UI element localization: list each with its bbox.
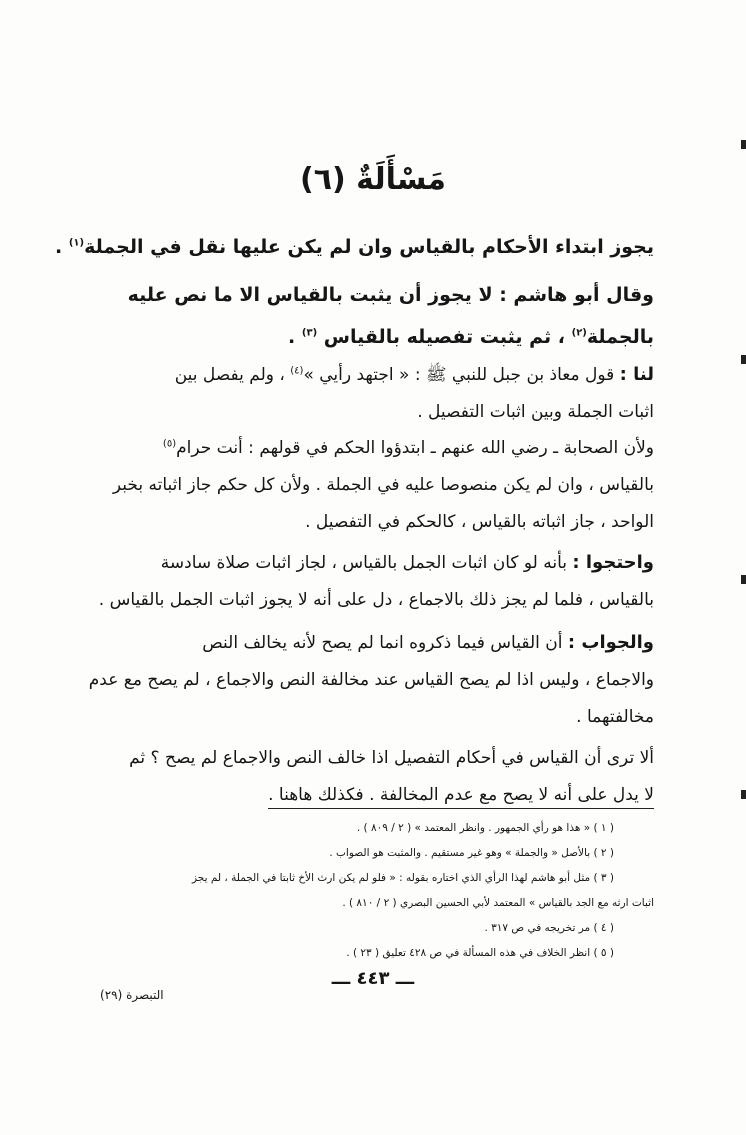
paragraph-1	[55, 226, 654, 268]
scan-edge-mark	[741, 140, 746, 149]
lead-word: واحتجوا :	[572, 552, 654, 573]
text-line: بالقياس ، فلما لم يجز ذلك بالاجماع ، دل على أنه لا يجوز اثبات الجمل بالقياس .	[98, 590, 654, 610]
paragraph-2	[106, 274, 654, 358]
footnote: ( ١ ) « هذا هو رأي الجمهور . وانظر المعتمد » ( ٢ / ٨٠٩ ) .	[356, 822, 614, 834]
text-line: ولأن الصحابة ـ رضي الله عنهم ـ ابتدؤوا الحكم في قولهم : أنت حرام$^{(٥)}$	[162, 438, 654, 458]
scan-edge-mark	[741, 790, 746, 799]
text-line: واحتجوا : بأنه لو كان اثبات الجمل بالقياس ، لجاز اثبات صلاة سادسة	[160, 552, 654, 573]
text-line: والجواب : أن القياس فيما ذكروه انما لم يصح لأنه يخالف النص	[202, 632, 654, 653]
footnote: ( ٢ ) بالأصل « والجملة » وهو غير مستقيم . والمثبت هو الصواب .	[329, 847, 614, 859]
footnote: ( ٥ ) انظر الخلاف في هذه المسألة في ص ٤٢٨ تعليق ( ٢٣ ) .	[346, 947, 614, 959]
text-line: اثبات الجملة وبين اثبات التفصيل .	[417, 402, 654, 422]
text-line: مخالفتهما .	[576, 707, 654, 727]
footnote-ref: (٣)	[301, 327, 318, 339]
paragraph-4	[106, 430, 654, 541]
footnote: ( ٣ ) مثل أبو هاشم لهذا الرأي الذي اختاره بقوله : « فلو لم يكن ارث الأخ ثابتا في الجملة ، لم يجز	[192, 872, 614, 884]
footnote-ref: (٢)	[571, 327, 587, 339]
text-line: والاجماع ، وليس اذا لم يصح القياس عند مخالفة النص والاجماع ، لم يصح مع عدم	[88, 670, 654, 690]
footnote-ref: (٤)	[290, 365, 304, 377]
text-line: وقال أبو هاشم : لا يجوز أن يثبت بالقياس الا ما نص عليه	[127, 284, 654, 306]
footnote-ref: (١)	[68, 237, 85, 249]
text-line: لا يدل على أنه لا يصح مع عدم المخالفة . فكذلك هاهنا .	[106, 777, 654, 814]
paragraph-5	[98, 544, 654, 619]
lead-word: والجواب :	[567, 632, 654, 653]
text-line: بالقياس ، وان لم يكن منصوصا عليه في الجملة . ولأن كل حكم جاز اثباته بخبر	[112, 475, 654, 495]
scan-edge-mark	[741, 355, 746, 364]
text-line: ألا ترى أن القياس في أحكام التفصيل اذا خالف النص والاجماع لم يصح ؟ ثم	[129, 748, 654, 768]
signature-mark: التبصرة (٢٩)	[100, 988, 164, 1002]
text-line: بالجملة$^{(٢)}$ ، ثم يثبت تفصيله بالقياس $^{(٣)}$ .	[288, 326, 654, 348]
paragraph-6	[88, 624, 654, 736]
footnotes	[106, 816, 654, 966]
text-line: يجوز ابتداء الأحكام بالقياس وان لم يكن عليها نقل في الجملة$^{(١)}$ .	[55, 236, 654, 258]
lead-word: لنا :	[619, 364, 654, 385]
paragraph-7	[106, 740, 654, 814]
text-line: لنا : قول معاذ بن جبل للنبي ﷺ : « اجتهد رأيي »$^{(٤)}$ ، ولم يفصل بين	[174, 364, 654, 385]
text-line: الواحد ، جاز اثباته بالقياس ، كالحكم في التفصيل .	[305, 512, 654, 532]
chapter-title: مَسْأَلَةٌ (٦)	[299, 162, 446, 197]
page-number: ـــ ٤٤٣ ـــ	[331, 968, 415, 989]
paragraph-3	[106, 356, 654, 431]
footnote-ref: (٥)	[162, 438, 177, 450]
scan-edge-mark	[741, 575, 746, 584]
footnote: اثبات ارثه مع الجد بالقياس » المعتمد لأبي الحسين البصري ( ٢ / ٨١٠ ) .	[342, 897, 654, 909]
footnote: ( ٤ ) مر تخريجه في ص ٣١٧ .	[484, 922, 614, 934]
